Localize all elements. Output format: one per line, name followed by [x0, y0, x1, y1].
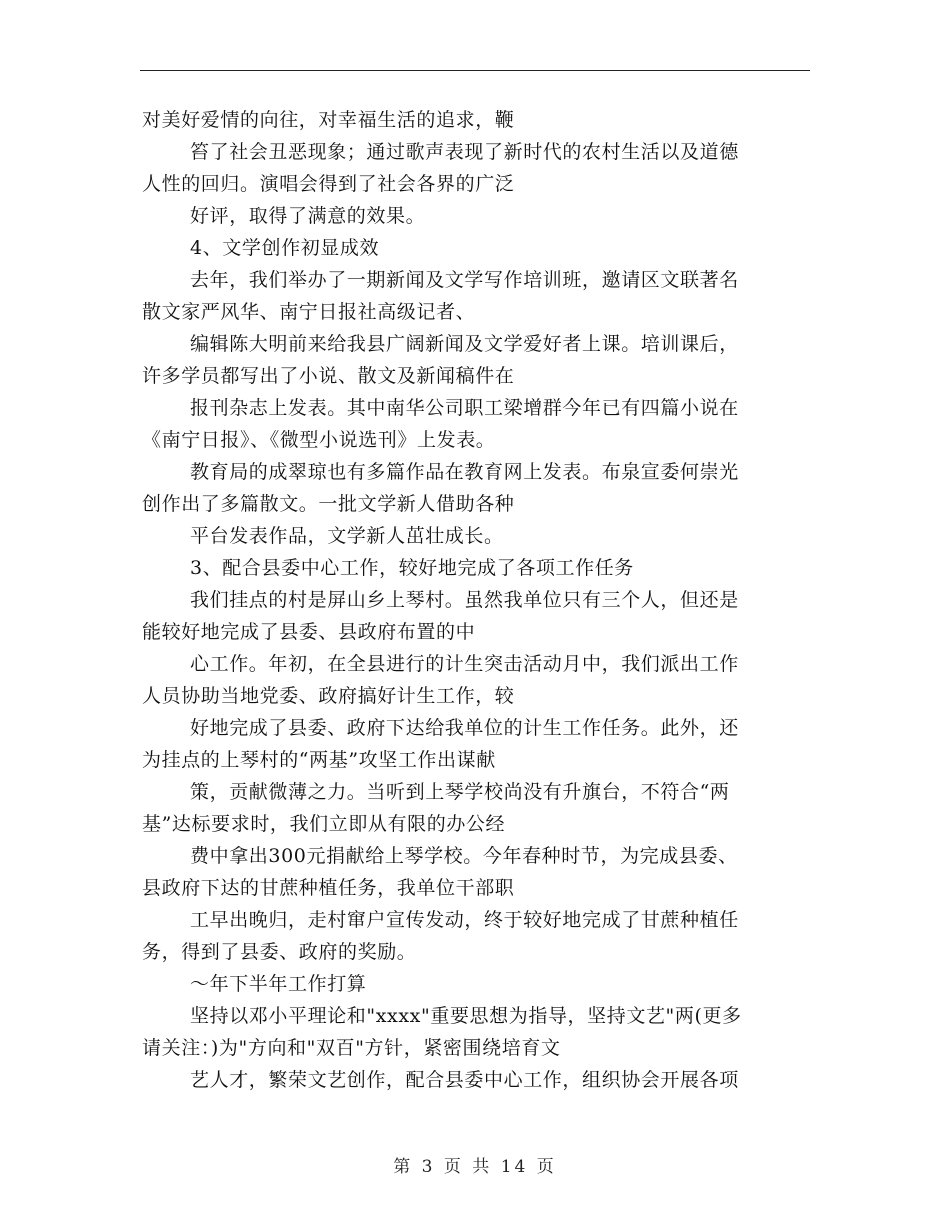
- text-line: 创作出了多篇散文。一批文学新人借助各种: [142, 493, 515, 515]
- text-line: 工早出晚归，走村窜户宣传发动，终于较好地完成了甘蔗种植任: [190, 909, 739, 931]
- text-line: 散文家严风华、南宁日报社高级记者、: [142, 301, 476, 323]
- text-line: 为挂点的上琴村的“两基”攻坚工作出谋献: [142, 749, 496, 771]
- text-line: 艺人才，繁荣文艺创作，配合县委中心工作，组织协会开展各项: [190, 1069, 739, 1091]
- text-line: 好评，取得了满意的效果。: [190, 205, 426, 227]
- text-line: 3、配合县委中心工作，较好地完成了各项工作任务: [190, 557, 634, 579]
- text-line: 许多学员都写出了小说、散文及新闻稿件在: [142, 365, 515, 387]
- text-line: 坚持以邓小平理论和"xxxx"重要思想为指导，坚持文艺"两(更多: [190, 1005, 742, 1027]
- text-line: 人性的回归。演唱会得到了社会各界的广泛: [142, 173, 515, 195]
- text-line: ～年下半年工作打算: [190, 973, 367, 995]
- text-line: 我们挂点的村是屏山乡上琴村。虽然我单位只有三个人，但还是: [190, 589, 739, 611]
- body-text: [142, 104, 812, 1096]
- text-line: 《南宁日报》、《微型小说选刊》上发表。: [142, 429, 496, 451]
- text-line: 对美好爱情的向往，对幸福生活的追求，鞭: [142, 109, 515, 131]
- text-line: 务，得到了县委、政府的奖励。: [142, 941, 417, 963]
- text-line: 好地完成了县委、政府下达给我单位的计生工作任务。此外，还: [190, 717, 739, 739]
- text-line: 报刊杂志上发表。其中南华公司职工梁增群今年已有四篇小说在: [190, 397, 739, 419]
- text-line: 心工作。年初，在全县进行的计生突击活动月中，我们派出工作: [190, 653, 739, 675]
- text-line: 笞了社会丑恶现象；通过歌声表现了新时代的农村生活以及道德: [190, 141, 739, 163]
- text-line: 平台发表作品，文学新人茁壮成长。: [190, 525, 504, 547]
- text-line: 编辑陈大明前来给我县广阔新闻及文学爱好者上课。培训课后，: [190, 333, 739, 355]
- text-line: 县政府下达的甘蔗种植任务，我单位干部职: [142, 877, 515, 899]
- page-number-footer: 第 3 页 共 14 页: [393, 1157, 557, 1177]
- text-line: 费中拿出300元捐献给上琴学校。今年春种时节，为完成县委、: [190, 845, 738, 867]
- text-line: 策，贡献微薄之力。当听到上琴学校尚没有升旗台，不符合“两: [190, 781, 730, 803]
- text-line: 请关注：)为"方向和"双百"方针，紧密围绕培育文: [142, 1037, 561, 1059]
- text-line: 去年，我们举办了一期新闻及文学写作培训班，邀请区文联著名: [190, 269, 739, 291]
- text-line: 人员协助当地党委、政府搞好计生工作，较: [142, 685, 515, 707]
- text-line: 基”达标要求时，我们立即从有限的办公经: [142, 813, 506, 835]
- text-line: 4、文学创作初显成效: [190, 237, 380, 259]
- text-line: 能较好地完成了县委、县政府布置的中: [142, 621, 476, 643]
- header-rule: [140, 70, 810, 71]
- text-line: 教育局的成翠琼也有多篇作品在教育网上发表。布泉宣委何崇光: [190, 461, 739, 483]
